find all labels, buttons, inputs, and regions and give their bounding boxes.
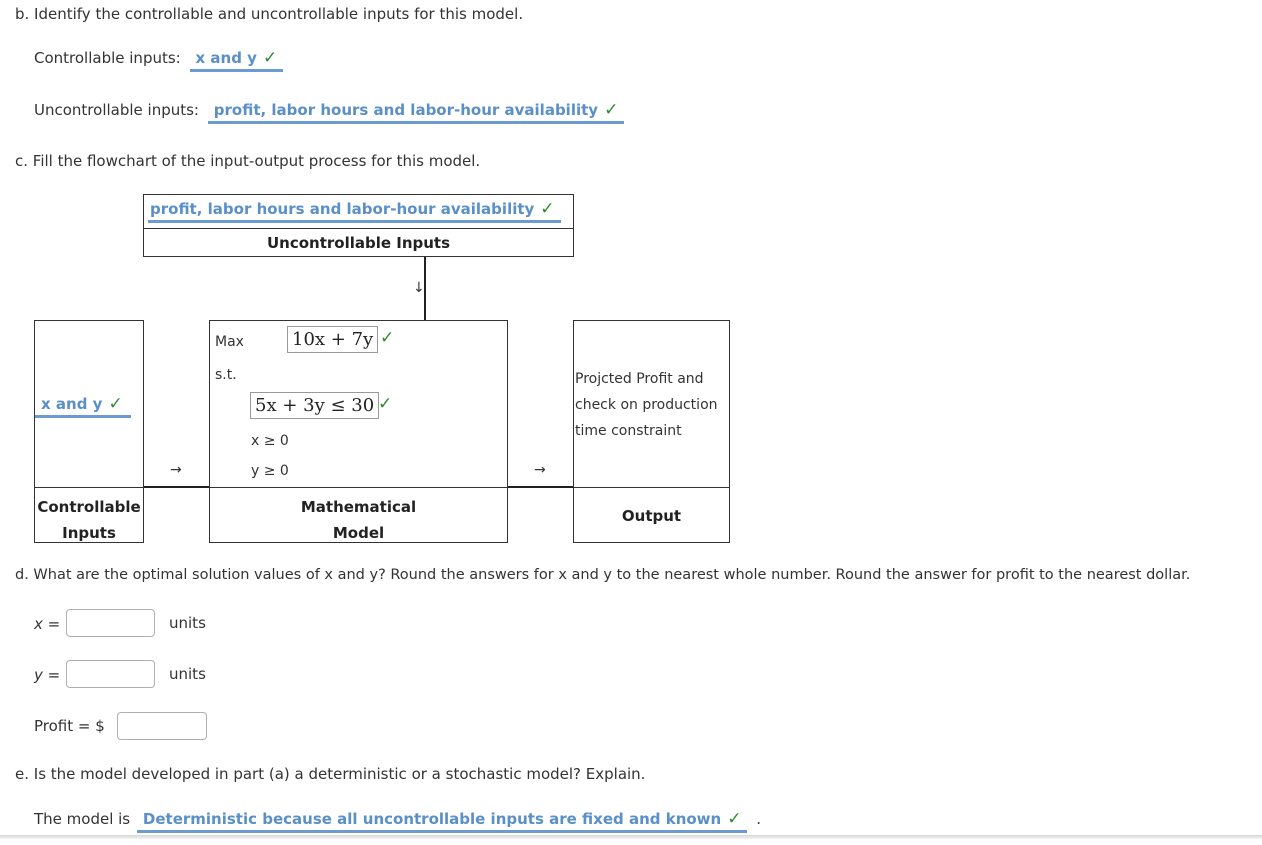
y-input[interactable] (66, 660, 155, 688)
uncontrollable-inputs-row (34, 100, 624, 124)
question-e: e. Is the model developed in part (a) a deterministic or a stochastic model? Explain. (15, 765, 646, 783)
x-label: x = (34, 615, 61, 633)
nonneg-x: x ≥ 0 (251, 433, 289, 449)
uncontrollable-inputs-answer: profit, labor hours and labor-hour availability (213, 101, 599, 119)
uncontrollable-inputs-label: Uncontrollable inputs: (34, 101, 199, 119)
profit-input[interactable] (117, 712, 207, 740)
check-icon: ✓ (262, 48, 278, 68)
question-c: c. Fill the flowchart of the input-output process for this model. (15, 152, 481, 170)
divider (35, 487, 143, 488)
x-input[interactable] (66, 609, 155, 637)
connector-line (144, 486, 209, 488)
controllable-inputs-title (35, 494, 143, 546)
divider (210, 487, 507, 488)
uncontrollable-inputs-box (143, 194, 574, 257)
check-icon: ✓ (108, 394, 123, 414)
controllable-inputs-label: Controllable inputs: (34, 49, 181, 67)
objective-field[interactable] (287, 326, 378, 353)
arrow-down-icon: ↓ (413, 280, 425, 296)
output-title: Output (621, 507, 682, 525)
divider (144, 228, 573, 229)
output-box (573, 320, 730, 543)
check-icon: ✓ (380, 328, 395, 348)
nonneg-y: y ≥ 0 (251, 463, 289, 479)
y-label: y = (34, 666, 61, 684)
constraint-expression: 5x + 3y ≤ 30 (255, 395, 375, 416)
uncontrollable-inputs-answer-field[interactable] (208, 100, 625, 124)
x-units: units (169, 614, 206, 632)
model-type-answer-field[interactable] (137, 809, 748, 833)
model-type-row (34, 809, 761, 833)
uncontrollable-inputs-title: Uncontrollable Inputs (266, 234, 451, 252)
st-label: s.t. (215, 367, 237, 383)
connector-line (508, 486, 573, 488)
divider (574, 487, 729, 488)
flowchart-uncontrollable-answer-field[interactable] (148, 199, 561, 223)
flowchart-controllable-answer: x and y (41, 395, 103, 413)
arrow-right-icon: → (534, 462, 546, 478)
output-text: Projcted Profit and check on production time constraint (575, 371, 718, 439)
constraint-field[interactable] (250, 392, 379, 419)
profit-label: Profit = $ (34, 717, 105, 735)
model-type-prefix: The model is (34, 810, 131, 828)
question-d: d. What are the optimal solution values of x and y? Round the answers for x and y to the nearest whole number. Round the answer for profit to the nearest dollar. (15, 567, 1191, 583)
model-type-answer: Deterministic because all uncontrollable inputs are fixed and known (142, 810, 722, 828)
check-icon: ✓ (378, 394, 393, 414)
controllable-title-line2: Inputs (62, 524, 116, 542)
mathematical-model-box (209, 320, 508, 543)
arrow-right-icon: → (170, 462, 182, 478)
check-icon: ✓ (540, 199, 555, 219)
flowchart-controllable-answer-field[interactable] (35, 394, 131, 418)
controllable-inputs-row (34, 48, 283, 72)
max-label: Max (215, 334, 244, 350)
question-b: b. Identify the controllable and uncontrollable inputs for this model. (15, 5, 524, 23)
model-type-suffix: . (756, 810, 762, 828)
controllable-title-line1: Controllable (37, 498, 141, 516)
y-units: units (169, 665, 206, 683)
model-title-line2: Model (332, 524, 385, 542)
objective-expression: 10x + 7y (292, 329, 374, 350)
mathematical-model-title (210, 494, 507, 546)
bottom-divider (0, 835, 1262, 839)
check-icon: ✓ (604, 100, 619, 120)
controllable-inputs-answer-field[interactable] (190, 48, 284, 72)
check-icon: ✓ (727, 809, 742, 829)
controllable-inputs-box (34, 320, 144, 543)
flowchart-uncontrollable-answer: profit, labor hours and labor-hour availability (150, 200, 535, 218)
model-title-line1: Mathematical (300, 498, 417, 516)
controllable-inputs-answer: x and y (195, 49, 257, 67)
